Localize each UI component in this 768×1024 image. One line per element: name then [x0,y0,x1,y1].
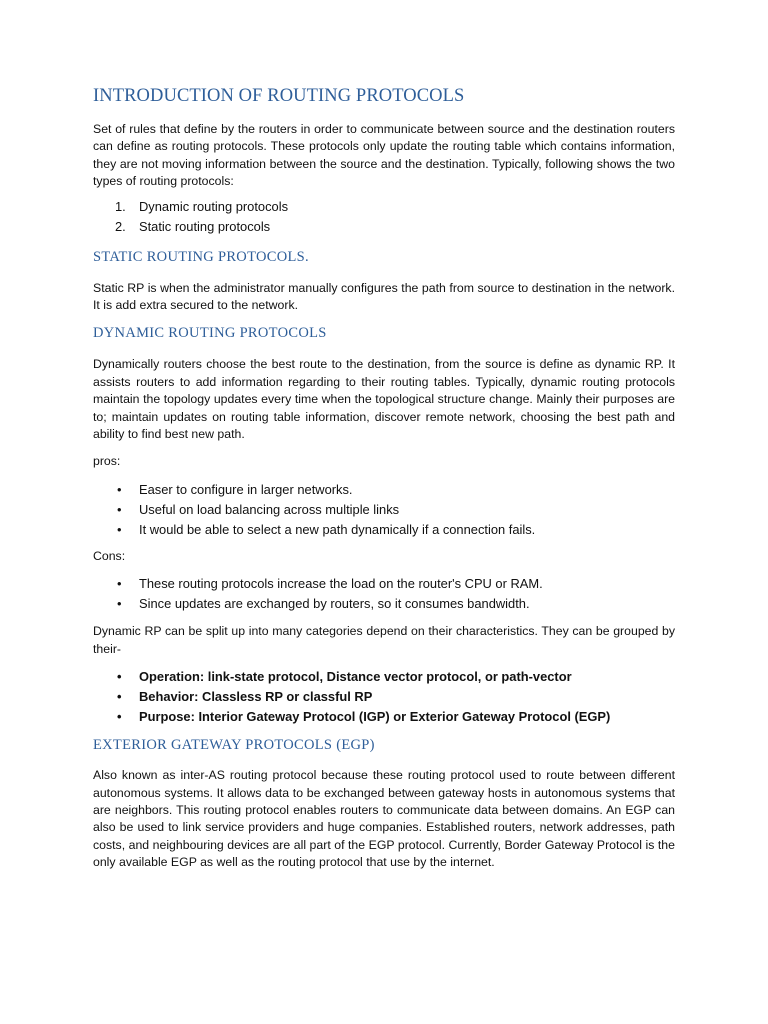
list-number: 1. [115,198,126,214]
dynamic-heading: DYNAMIC ROUTING PROTOCOLS [93,325,327,342]
pros-list [93,480,675,540]
document-page [93,86,675,872]
list-item [93,480,675,500]
bullet-icon: • [117,481,122,497]
categories-paragraph: Dynamic RP can be split up into many categories depend on their characteristics. They can be grouped by their- [93,624,675,656]
pros-label: pros: [93,454,121,469]
bullet-icon: • [117,576,122,592]
list-item-text: Easer to configure in larger networks. [139,481,353,497]
list-item-text: Purpose: Interior Gateway Protocol (IGP) or Exterior Gateway Protocol (EGP) [139,709,611,725]
bullet-icon: • [117,596,122,612]
list-item [93,667,675,687]
egp-heading: EXTERIOR GATEWAY PROTOCOLS (EGP) [93,737,375,754]
egp-paragraph: Also known as inter-AS routing protocol because these routing protocol used to route between different autonomous systems. It allows data to be exchanged between gateway hosts in autonomous systems that are neighbors. This routing protocol enables routers to communicate data between domains. An EGP can also be used to link service providers and huge companies. Established routers, network addresses, path costs, and neighbouring devices are all part of the EGP protocol. Currently, Border Gateway Protocol is the only available EGP as well as the routing protocol that use by the internet. [93,768,675,870]
list-item-text: Since updates are exchanged by routers, so it consumes bandwidth. [139,596,530,612]
bullet-icon: • [117,669,122,685]
list-item-text: It would be able to select a new path dynamically if a connection fails. [139,521,536,537]
list-item-text: Static routing protocols [139,218,271,234]
cons-list [93,574,675,614]
dynamic-paragraph: Dynamically routers choose the best route to the destination, from the source is define as dynamic RP. It assists routers to add information regarding to their routing tables. Typically, dynamic routing protocols maintain the topology updates every time when the topological structure change. Mainly their purposes are to; maintain updates on routing table information, discover remote network, choosing the best path and ability to find best new path. [93,357,675,442]
page-title: INTRODUCTION OF ROUTING PROTOCOLS [93,86,465,106]
list-item-text: Operation: link-state protocol, Distance vector protocol, or path-vector [139,669,572,685]
bullet-icon: • [117,521,122,537]
list-item [93,707,675,727]
list-item [93,574,675,594]
list-item [93,217,675,237]
list-item-text: Useful on load balancing across multiple links [139,501,400,517]
bullet-icon: • [117,501,122,517]
list-item-text: Dynamic routing protocols [139,198,289,214]
list-item [93,594,675,614]
bullet-icon: • [117,709,122,725]
routing-types-list [93,197,675,237]
static-heading: STATIC ROUTING PROTOCOLS. [93,248,309,265]
list-item [93,197,675,217]
list-number: 2. [115,218,126,234]
intro-paragraph: Set of rules that define by the routers in order to communicate between source and the destination routers can define as routing protocols. These protocols only update the routing table which contains information, they are not moving information between the source and the destination. Typically, following shows the two types of routing protocols: [93,122,675,189]
static-paragraph: Static RP is when the administrator manually configures the path from source to destination in the network. It is add extra secured to the network. [93,280,675,313]
bullet-icon: • [117,689,122,705]
list-item [93,520,675,540]
list-item [93,500,675,520]
list-item [93,687,675,707]
list-item-text: These routing protocols increase the load on the router's CPU or RAM. [139,576,543,592]
cons-label: Cons: [93,548,126,563]
categories-list [93,667,675,727]
list-item-text: Behavior: Classless RP or classful RP [139,689,373,705]
